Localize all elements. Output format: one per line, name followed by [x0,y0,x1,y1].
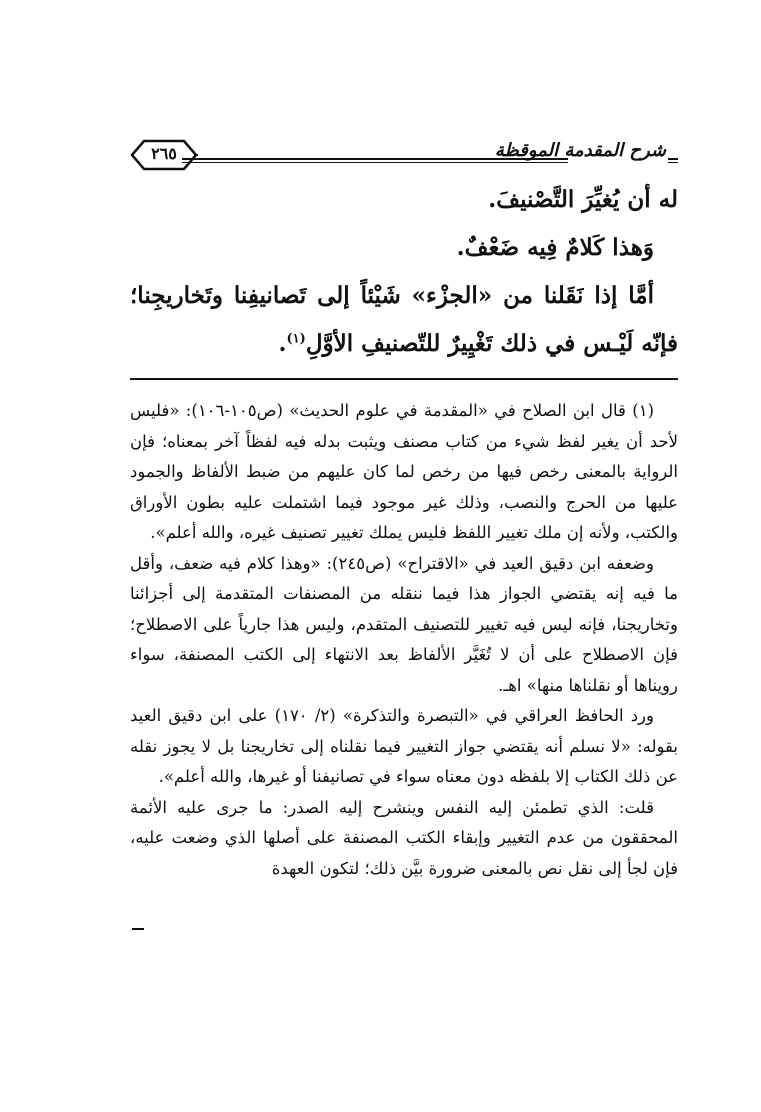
footnote-separator [130,378,678,380]
page-header [130,134,678,170]
running-title: شرح المقدمة الموقظة [494,140,666,161]
header-rule-end [668,158,678,163]
footnotes [130,396,678,884]
footnote-paragraph-1: (١) قال ابن الصلاح في «المقدمة في علوم الحديث» (ص١٠٥-١٠٦): «فليس لأحد أن يغير لفظ شيء من كتاب مصنف ويثبت بدله فيه لفظاً آخر بمعناه؛ فإن الرواية بالمعنى رخص فيها من رخص لما كان عليهم من ضبط الألفاظ والجمود عليها من الحرج والنصب، وذلك غير موجود فيما اشتملت عليه بطون الأوراق والكتب، ولأنه إن ملك تغيير اللفظ فليس يملك تغيير تصنيف غيره، والله أعلم». [130,401,678,542]
main-paragraph-3-text: أمَّا إذا نَقَلنا من «الجزْء» شَيْئاً إلى تَصانيفِنا وتَخاريجِنا؛ فإنّه لَيْـس في ذلك تَغْيِيرٌ للتّصنيفِ الأوَّلِ [130,282,678,357]
main-line-1: له أن يُغيِّرَ التَّصْنيفَ. [488,186,678,213]
footnote-paragraph-3: ورد الحافظ العراقي في «التبصرة والتذكرة» (٢/ ١٧٠) على ابن دقيق العيد بقوله: «لا نسلم أنه يقتضي جواز التغيير فيما نقلناه إلى تخاريجنا بل لا يجوز نقله عن ذلك الكتاب إلا بلفظه دون معناه سواء في تصانيفنا أو غيرها، والله أعلم». [130,706,678,786]
footnote-paragraph-2: وضعفه ابن دقيق العيد في «الاقتراح» (ص٢٤٥): «وهذا كلام فيه ضعف، وأقل ما فيه إنه يقتضي الجواز هذا فيما ننقله من المصنفات المتقدمة إلى أجزائنا وتخاريجنا، فإنه ليس فيه تغيير للتصنيف المتقدم، وليس هذا جارياً على الاصطلاح؛ فإن الاصطلاح على أن لا تُغَيَّر الألفاظ بعد الانتهاء إلى الكتب المصنفة، سواء رويناها أو نقلناها منها» اهـ. [130,553,678,695]
page-number: ٢٦٥ [151,144,177,163]
main-text [130,176,678,368]
main-line-2: وَهذا كَلامٌ فِيه ضَعْفٌ. [456,234,654,261]
page-number-badge [130,138,198,172]
continuation-dash [132,928,144,930]
footnote-paragraph-4: قلت: الذي تطمئن إليه النفس وينشرح إليه الصدر: ما جرى عليه الأئمة المحققون من عدم التغيير وإبقاء الكتب المصنفة على أصلها الذي وضعت عليه، فإن لجأ إلى نقل نص بالمعنى ضرورة بيَّن ذلك؛ لتكون العهدة [130,797,678,878]
main-end-period: . [278,330,287,357]
main-paragraph-3 [130,272,678,368]
footnote-reference[interactable]: (١) [286,331,306,347]
